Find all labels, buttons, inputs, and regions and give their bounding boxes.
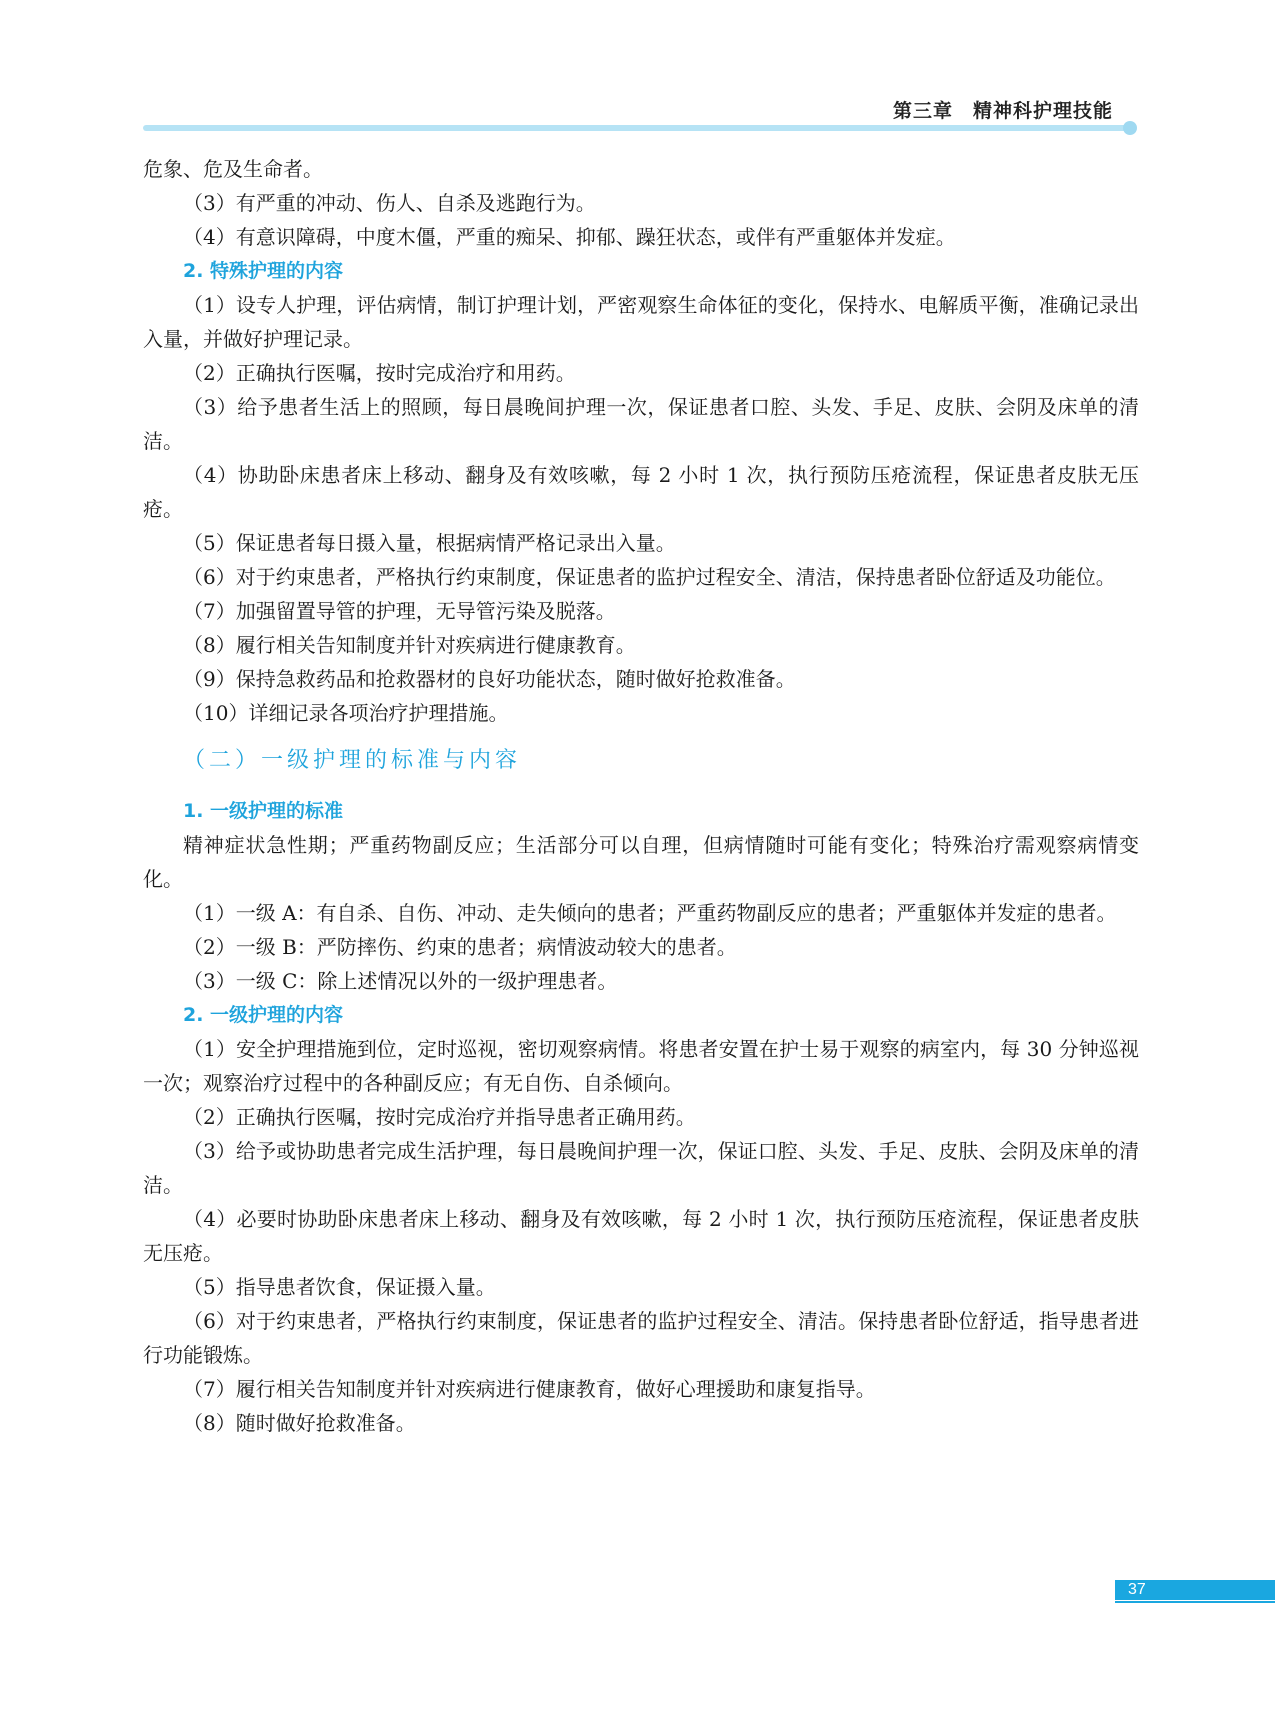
chapter-title: 第三章 精神科护理技能 (892, 100, 1113, 122)
paragraph: 精神症状急性期；严重药物副反应；生活部分可以自理，但病情随时可能有变化；特殊治疗需观察病情变化。 (143, 833, 1139, 891)
list-item: （2）一级 B：严防摔伤、约束的患者；病情波动较大的患者。 (183, 935, 737, 959)
list-item: （1）安全护理措施到位，定时巡视，密切观察病情。将患者安置在护士易于观察的病室内，每 30 分钟巡视一次；观察治疗过程中的各种副反应；有无自伤、自杀倾向。 (143, 1037, 1139, 1095)
list-item: （8）随时做好抢救准备。 (183, 1411, 416, 1435)
list-item: （7）履行相关告知制度并针对疾病进行健康教育，做好心理援助和康复指导。 (183, 1377, 876, 1401)
list-item: （2）正确执行医嘱，按时完成治疗和用药。 (183, 361, 576, 385)
list-item: （6）对于约束患者，严格执行约束制度，保证患者的监护过程安全、清洁，保持患者卧位舒适及功能位。 (183, 565, 1116, 589)
subheading-level1-content: 2. 一级护理的内容 (183, 1004, 344, 1026)
list-item: （5）指导患者饮食，保证摄入量。 (183, 1275, 496, 1299)
list-item: （3）给予或协助患者完成生活护理，每日晨晚间护理一次，保证口腔、头发、手足、皮肤、会阴及床单的清洁。 (143, 1139, 1139, 1197)
page-body (143, 152, 1139, 1440)
header-rule (143, 125, 1130, 131)
subheading-level1-standard: 1. 一级护理的标准 (183, 800, 344, 822)
paragraph: 危象、危及生命者。 (143, 157, 323, 181)
list-item: （3）给予患者生活上的照顾，每日晨晚间护理一次，保证患者口腔、头发、手足、皮肤、会阴及床单的清洁。 (143, 395, 1139, 453)
page-number-rule (1115, 1601, 1275, 1603)
list-item: （1）一级 A：有自杀、自伤、冲动、走失倾向的患者；严重药物副反应的患者；严重躯体并发症的患者。 (183, 901, 1117, 925)
list-item: （6）对于约束患者，严格执行约束制度，保证患者的监护过程安全、清洁。保持患者卧位舒适，指导患者进行功能锻炼。 (143, 1309, 1139, 1367)
list-item: （3）有严重的冲动、伤人、自杀及逃跑行为。 (183, 191, 596, 215)
section-heading-level1: （二）一级护理的标准与内容 (183, 748, 522, 773)
subheading-special-care: 2. 特殊护理的内容 (183, 260, 344, 282)
list-item: （3）一级 C：除上述情况以外的一级护理患者。 (183, 969, 618, 993)
list-item: （7）加强留置导管的护理，无导管污染及脱落。 (183, 599, 616, 623)
list-item: （5）保证患者每日摄入量，根据病情严格记录出入量。 (183, 531, 676, 555)
list-item: （4）必要时协助卧床患者床上移动、翻身及有效咳嗽，每 2 小时 1 次，执行预防压疮流程，保证患者皮肤无压疮。 (143, 1207, 1139, 1265)
list-item: （9）保持急救药品和抢救器材的良好功能状态，随时做好抢救准备。 (183, 667, 796, 691)
list-item: （4）协助卧床患者床上移动、翻身及有效咳嗽，每 2 小时 1 次，执行预防压疮流程，保证患者皮肤无压疮。 (143, 463, 1139, 521)
list-item: （8）履行相关告知制度并针对疾病进行健康教育。 (183, 633, 636, 657)
list-item: （10）详细记录各项治疗护理措施。 (183, 701, 509, 725)
list-item: （4）有意识障碍，中度木僵，严重的痴呆、抑郁、躁狂状态，或伴有严重躯体并发症。 (183, 225, 956, 249)
list-item: （2）正确执行医嘱，按时完成治疗并指导患者正确用药。 (183, 1105, 696, 1129)
header-dot-icon (1123, 121, 1137, 135)
page-number: 37 (1128, 1581, 1146, 1598)
list-item: （1）设专人护理，评估病情，制订护理计划，严密观察生命体征的变化，保持水、电解质平衡，准确记录出入量，并做好护理记录。 (143, 293, 1139, 351)
